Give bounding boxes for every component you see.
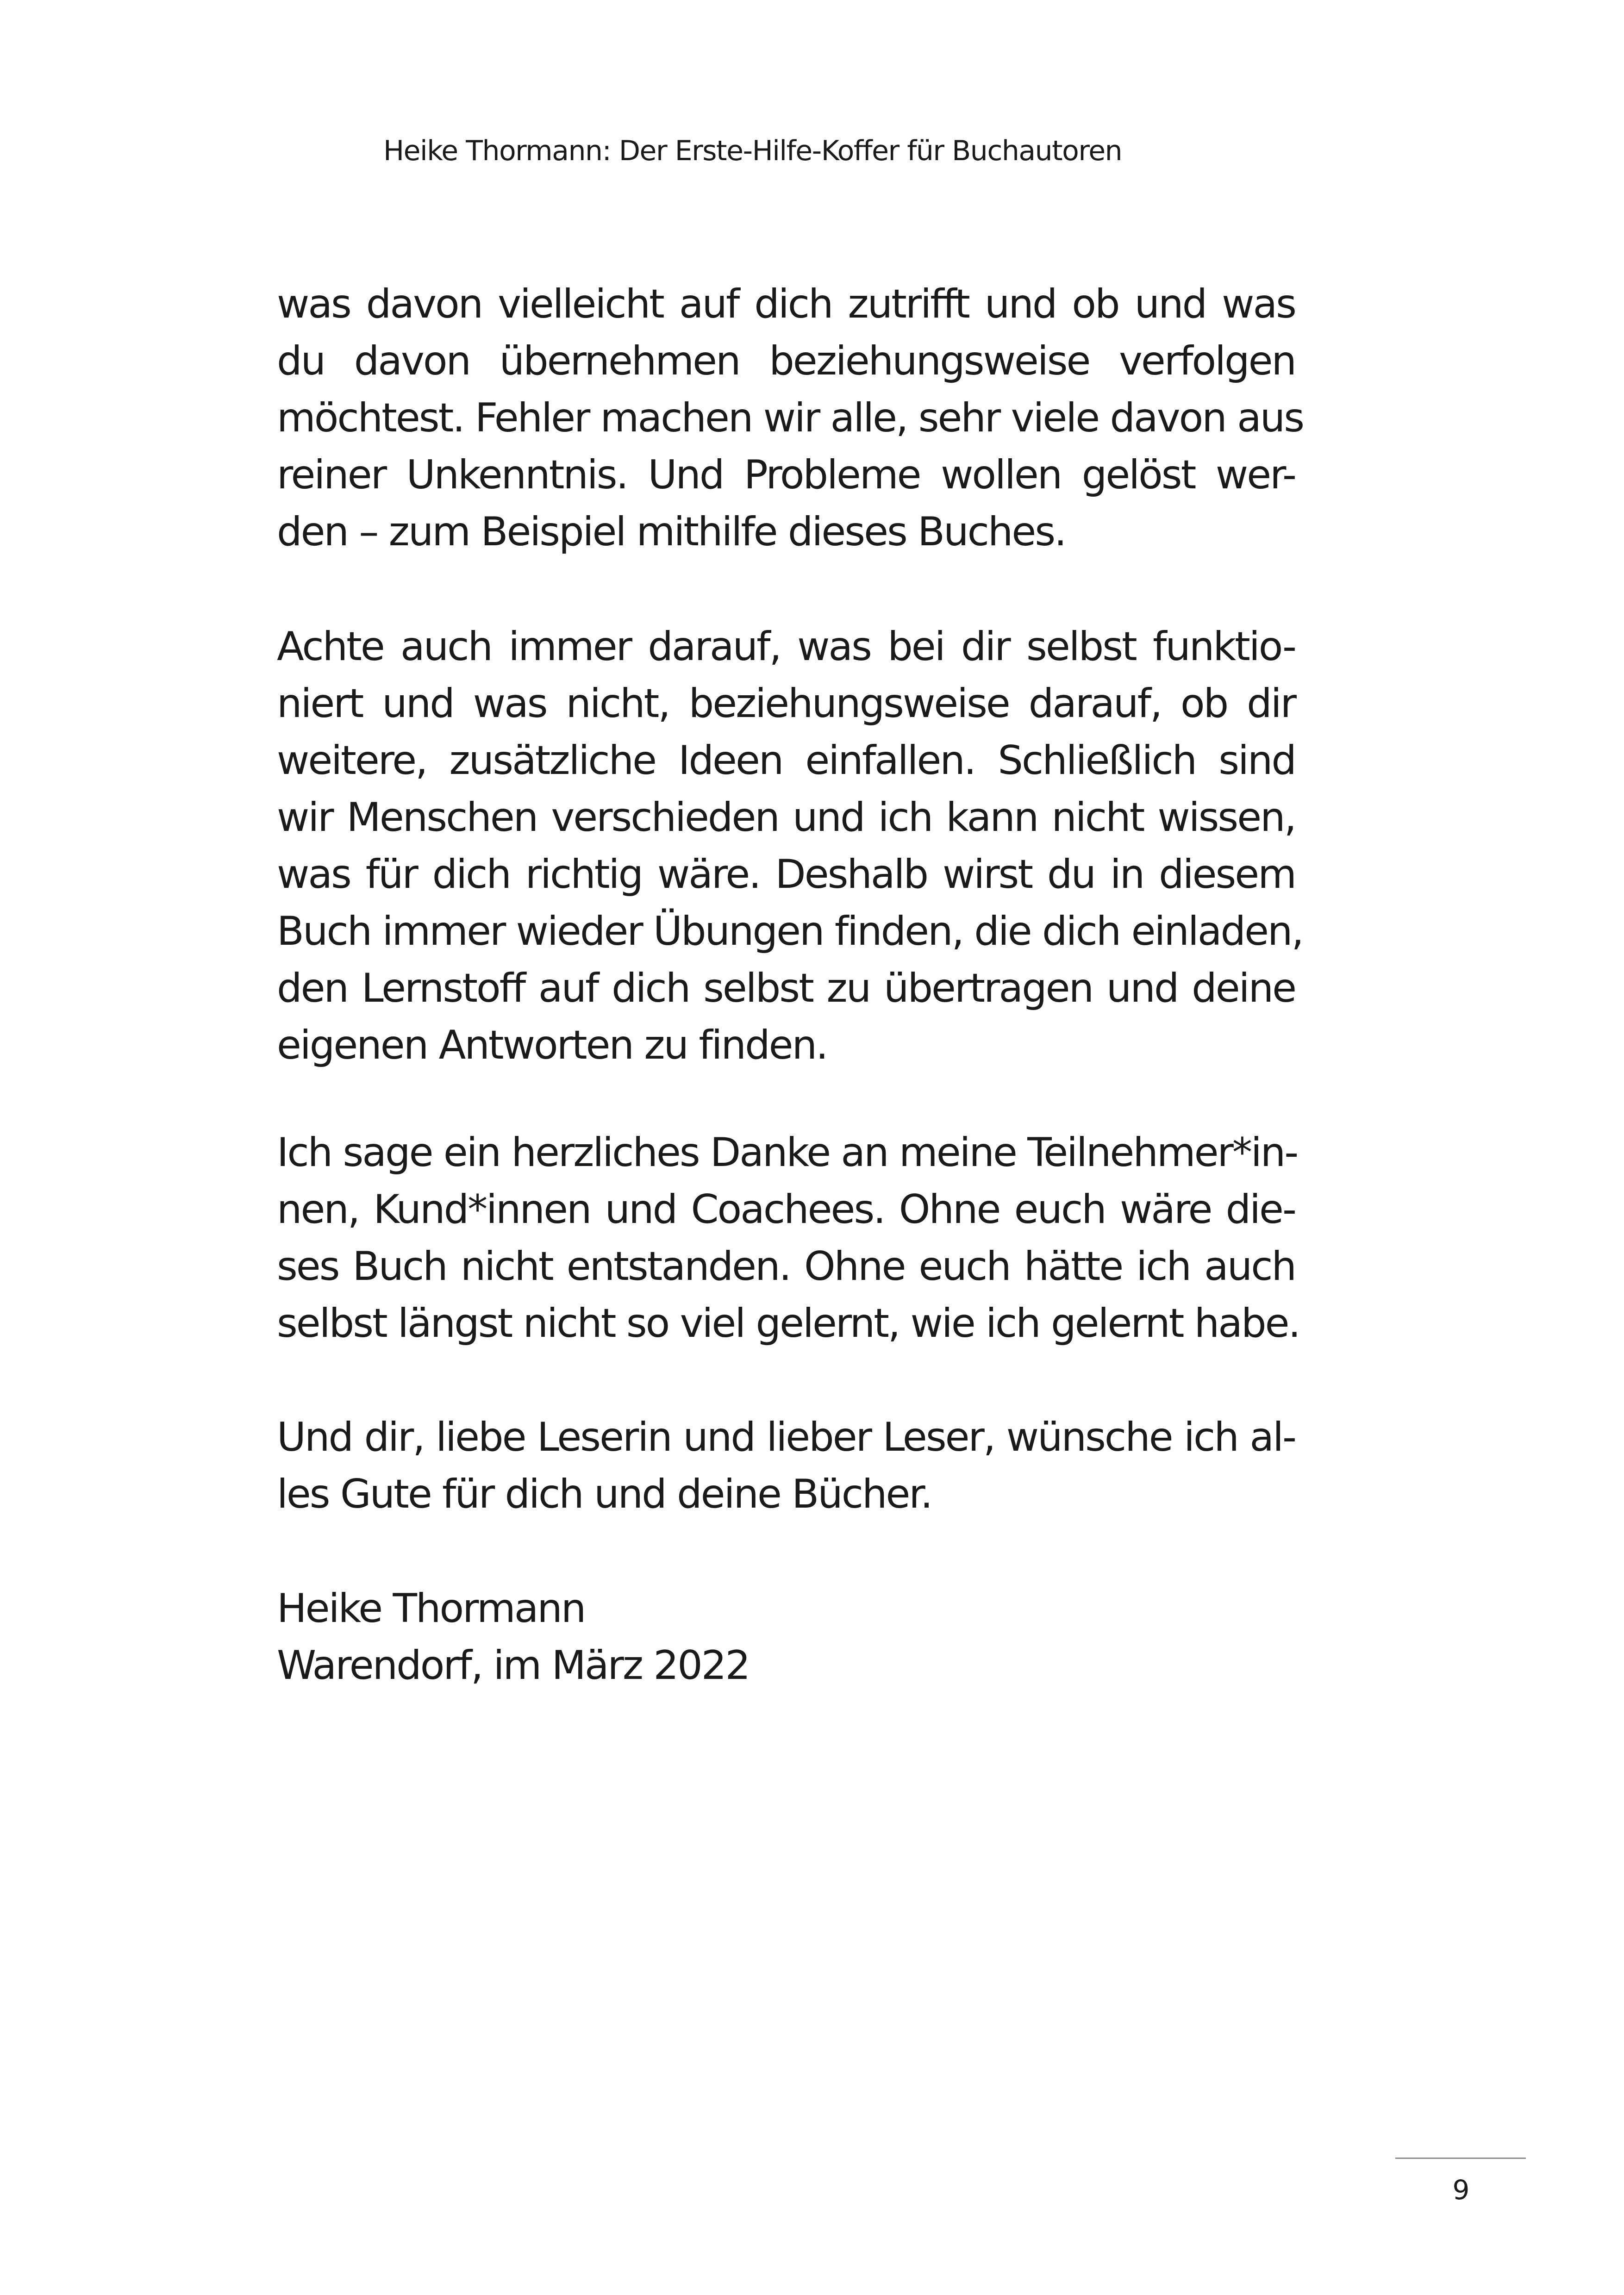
page-number: 9 <box>1452 2174 1470 2206</box>
author-name: Heike Thormann <box>277 1585 585 1632</box>
text-line: du davon übernehmen beziehungsweise verfolgen <box>277 338 1295 384</box>
text-line: eigenen Antworten zu finden. <box>277 1022 827 1068</box>
running-header: Heike Thormann: Der Erste-Hilfe-Koffer für Buchautoren <box>383 135 1122 167</box>
signature-block <box>277 1580 1295 1694</box>
text-line: Achte auch immer darauf, was bei dir selbst funktio- <box>277 624 1295 670</box>
text-line: reiner Unkenntnis. Und Probleme wollen gelöst wer- <box>277 452 1295 498</box>
footer-rule <box>1395 2158 1526 2159</box>
text-line: weitere, zusätzliche Ideen einfallen. Schließlich sind <box>277 737 1295 784</box>
paragraph <box>277 1124 1299 1352</box>
text-line: niert und was nicht, beziehungsweise darauf, ob dir <box>277 680 1295 727</box>
text-line: den – zum Beispiel mithilfe dieses Buches. <box>277 509 1066 555</box>
text-line: wir Menschen verschieden und ich kann nicht wissen, <box>277 794 1295 841</box>
text-line: Ich sage ein herzliches Danke an meine Teilnehmer*in- <box>277 1129 1298 1176</box>
paragraph <box>277 276 1304 561</box>
paragraph <box>277 1409 1295 1523</box>
text-line: selbst längst nicht so viel gelernt, wie ich gelernt habe. <box>277 1300 1299 1347</box>
place-date: Warendorf, im März 2022 <box>277 1642 750 1689</box>
text-line: Und dir, liebe Leserin und lieber Leser, wünsche ich al- <box>277 1414 1295 1460</box>
text-line: den Lernstoff auf dich selbst zu übertragen und deine <box>277 965 1295 1011</box>
text-line: nen, Kund*innen und Coachees. Ohne euch wäre die- <box>277 1186 1295 1233</box>
text-line: was für dich richtig wäre. Deshalb wirst du in diesem <box>277 851 1295 898</box>
paragraph <box>277 618 1303 1074</box>
text-line: ses Buch nicht entstanden. Ohne euch hätte ich auch <box>277 1243 1295 1290</box>
text-line: les Gute für dich und deine Bücher. <box>277 1471 932 1517</box>
text-line: möchtest. Fehler machen wir alle, sehr viele davon aus <box>277 395 1304 441</box>
text-line: Buch immer wieder Übungen finden, die dich einladen, <box>277 908 1303 954</box>
text-line: was davon vielleicht auf dich zutrifft und ob und was <box>277 281 1295 327</box>
